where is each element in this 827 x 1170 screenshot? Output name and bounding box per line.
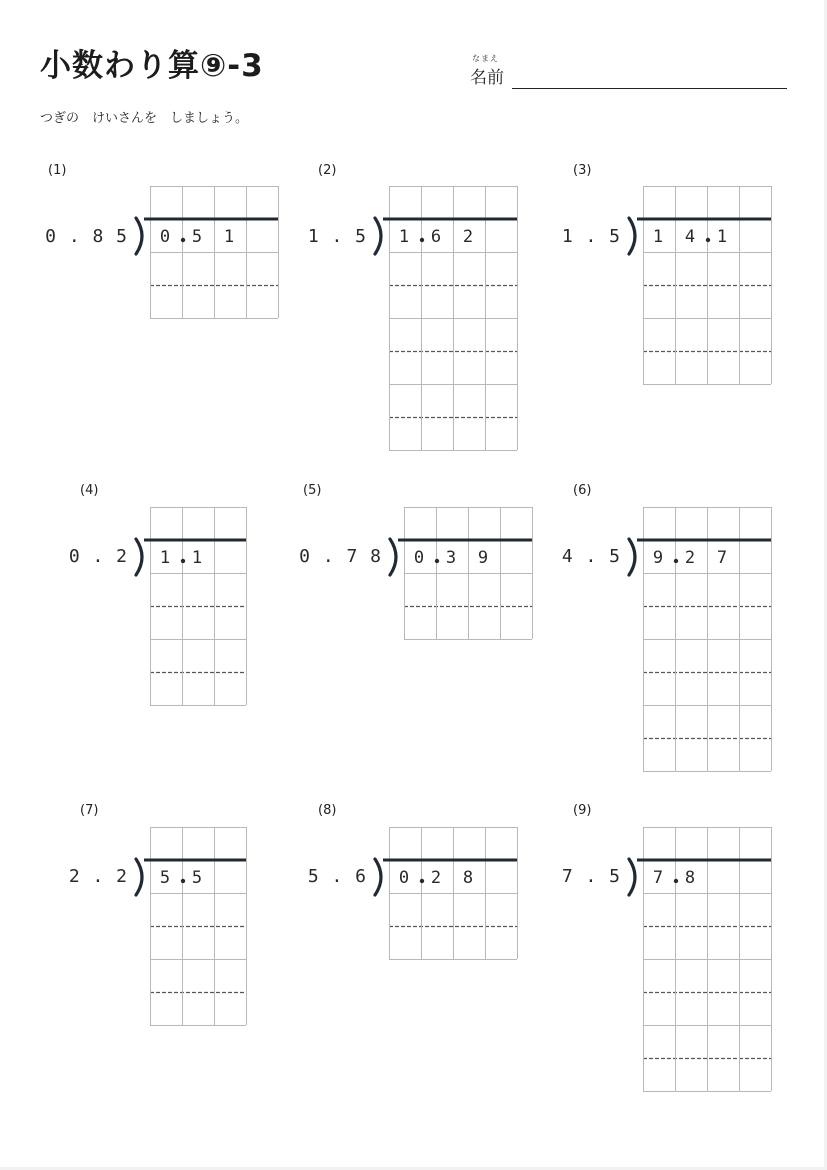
problem-label: (8) [318, 803, 337, 818]
dividend-digit: 6 [430, 227, 442, 247]
problem-label: (1) [48, 163, 67, 178]
dividend-digit: 2 [684, 548, 696, 568]
dividend-digit: 8 [462, 868, 474, 888]
calc-grid [132, 507, 248, 709]
divisor: 4 . 5 [561, 546, 621, 567]
decimal-point [420, 238, 424, 242]
divisor: 0 . 7 8 [299, 546, 382, 567]
dividend-digit: 5 [191, 227, 203, 247]
dividend-digit: 1 [159, 548, 171, 568]
divisor: 5 . 6 [307, 866, 367, 887]
instruction-text: つぎの けいさんを しましょう。 [40, 111, 249, 126]
calc-grid [386, 507, 534, 643]
decimal-point [181, 879, 185, 883]
divisor: 0 . 8 5 [45, 226, 128, 247]
name-ruby: なまえ [472, 54, 499, 63]
decimal-point [674, 879, 678, 883]
worksheet-title: 小数わり算⑨-3 [40, 48, 264, 84]
decimal-point [435, 559, 439, 563]
name-input-line[interactable] [512, 88, 787, 89]
name-label: 名前 [470, 68, 504, 88]
divisor: 0 . 2 [68, 546, 128, 567]
problem-label: (7) [80, 803, 99, 818]
dividend-digit: 1 [398, 227, 410, 247]
dividend-digit: 9 [652, 548, 664, 568]
division-bracket [629, 539, 635, 575]
divisor: 7 . 5 [561, 866, 621, 887]
divisor: 1 . 5 [307, 226, 367, 247]
calc-grid [625, 827, 773, 1095]
decimal-point [706, 238, 710, 242]
dividend-digit: 7 [652, 868, 664, 888]
division-bracket [375, 859, 381, 895]
dividend-digit: 4 [684, 227, 696, 247]
division-bracket [629, 218, 635, 254]
problem-label: (9) [573, 803, 592, 818]
dividend-digit: 1 [652, 227, 664, 247]
calc-grid [625, 186, 773, 388]
calc-grid [132, 186, 280, 322]
division-bracket [136, 859, 142, 895]
decimal-point [181, 559, 185, 563]
dividend-digit: 1 [223, 227, 235, 247]
problem-label: (2) [318, 163, 337, 178]
dividend-digit: 0 [159, 227, 171, 247]
divisor: 1 . 5 [561, 226, 621, 247]
divisor: 2 . 2 [68, 866, 128, 887]
dividend-digit: 1 [191, 548, 203, 568]
problem-label: (3) [573, 163, 592, 178]
dividend-digit: 9 [477, 548, 489, 568]
dividend-digit: 3 [445, 548, 457, 568]
dividend-digit: 5 [191, 868, 203, 888]
problem-label: (4) [80, 483, 99, 498]
dividend-digit: 2 [462, 227, 474, 247]
calc-grid [371, 827, 519, 963]
dividend-digit: 1 [716, 227, 728, 247]
calc-grid [625, 507, 773, 775]
calc-grid [132, 827, 248, 1029]
division-bracket [390, 539, 396, 575]
dividend-digit: 8 [684, 868, 696, 888]
dividend-digit: 0 [413, 548, 425, 568]
division-bracket [136, 539, 142, 575]
division-bracket [629, 859, 635, 895]
decimal-point [420, 879, 424, 883]
dividend-digit: 7 [716, 548, 728, 568]
dividend-digit: 2 [430, 868, 442, 888]
problem-label: (6) [573, 483, 592, 498]
division-bracket [375, 218, 381, 254]
decimal-point [181, 238, 185, 242]
dividend-digit: 0 [398, 868, 410, 888]
problem-label: (5) [303, 483, 322, 498]
division-bracket [136, 218, 142, 254]
calc-grid [371, 186, 519, 454]
dividend-digit: 5 [159, 868, 171, 888]
decimal-point [674, 559, 678, 563]
